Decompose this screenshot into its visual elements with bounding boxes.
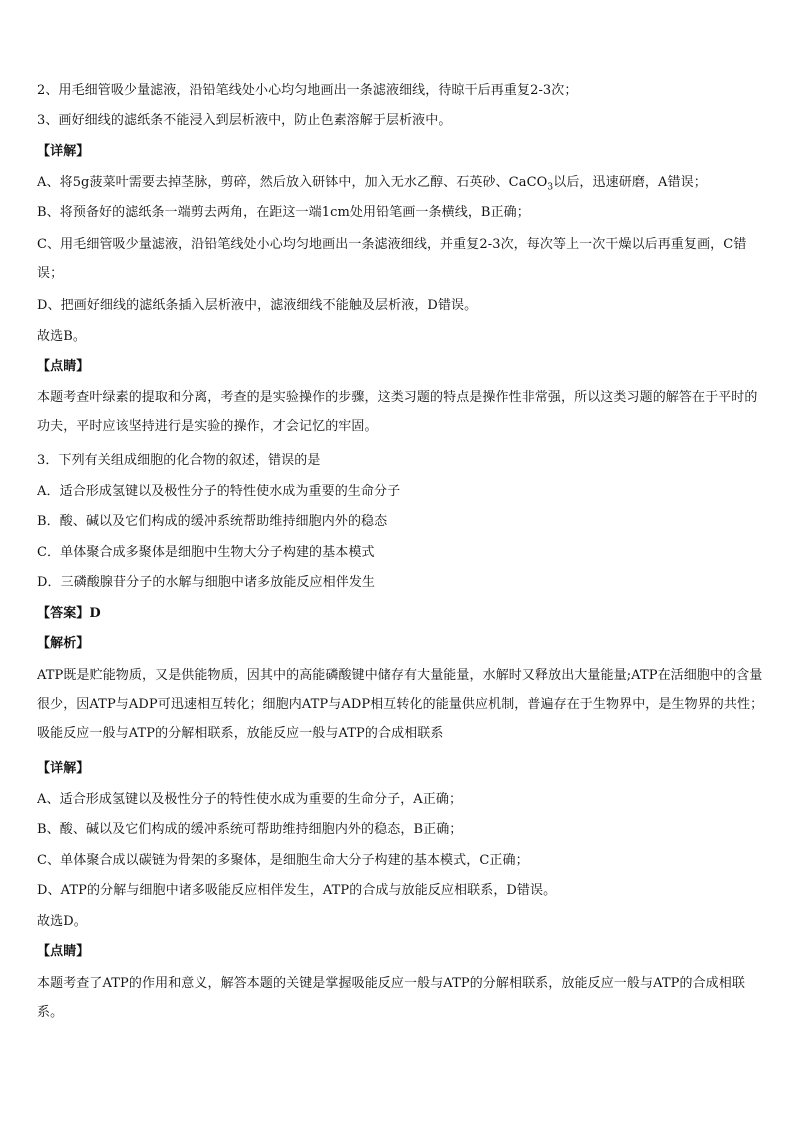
q2-note-3: 3、画好细线的滤纸条不能浸入到层析液中，防止色素溶解于层析液中。: [37, 113, 452, 128]
q2-detail-a-subscript: 3: [547, 182, 554, 193]
q2-detail-a-pre: A、将5g菠菜叶需要去掉茎脉，剪碎，然后放入研钵中，加入无水乙醇、石英砂、CaCO: [37, 175, 548, 190]
q2-comment-heading: 【点睛】: [37, 359, 90, 374]
q3-detail-heading: 【详解】: [37, 761, 90, 776]
q2-detail-heading: 【详解】: [37, 144, 90, 159]
q3-answer: 【答案】D: [37, 606, 101, 621]
q2-comment-text: 本题考查叶绿素的提取和分离，考查的是实验操作的步骤，这类习题的特点是操作性非常强，所以这类习题的解答在于平时的功夫，平时应该坚持进行是实验的操作，才会记忆的牢固。: [37, 390, 758, 434]
q2-choice: 故选B。: [37, 329, 86, 344]
q2-detail-c: C、用毛细管吸少量滤液，沿铅笔线处小心均匀地画出一条滤液细线，并重复2-3次，每次等上一次干燥以后再重复画，C错误；: [37, 237, 747, 281]
q3-choice: 故选D。: [37, 914, 87, 929]
q3-option-b: B．酸、碱以及它们构成的缓冲系统帮助维持细胞内外的稳态: [37, 514, 388, 529]
q3-stem: 3．下列有关组成细胞的化合物的叙述，错误的是: [37, 453, 321, 468]
q3-comment-text: 本题考查了ATP的作用和意义，解答本题的关键是掌握吸能反应一般与ATP的分解相联系，放能反应一般与ATP的合成相联系。: [37, 976, 745, 1020]
q2-detail-d: D、把画好细线的滤纸条插入层析液中，滤液细线不能触及层析液，D错误。: [37, 298, 478, 313]
q2-detail-a: [37, 174, 767, 192]
q3-analysis-heading: 【解析】: [37, 636, 90, 651]
q3-comment-heading: 【点睛】: [37, 944, 90, 959]
q2-note-2: 2、用毛细管吸少量滤液，沿铅笔线处小心均匀地画出一条滤液细线，待晾干后再重复2-3次；: [37, 83, 578, 98]
q3-detail-c: C、单体聚合成以碳链为骨架的多聚体，是细胞生命大分子构建的基本模式，C正确；: [37, 853, 529, 868]
q2-detail-a-post: 以后，迅速研磨，A错误；: [553, 175, 707, 190]
q3-option-a: A．适合形成氢键以及极性分子的特性使水成为重要的生命分子: [37, 484, 401, 499]
q3-option-c: C．单体聚合成多聚体是细胞中生物大分子构建的基本模式: [37, 545, 375, 560]
q3-analysis-text: ATP既是贮能物质，又是供能物质，因其中的高能磷酸键中储存有大量能量，水解时又释放出大量能量;ATP在活细胞中的含量很少，因ATP与ADP可迅速相互转化；细胞内ATP与ADP相互转化的能量供应机制，普遍存在于生物界中，是生物界的共性；吸能反应一般与ATP的分解相联系，放能反应一般与ATP的合成相联系: [37, 668, 764, 741]
q3-detail-d: D、ATP的分解与细胞中诸多吸能反应相伴发生，ATP的合成与放能反应相联系，D错误。: [37, 883, 557, 898]
q3-detail-b: B、酸、碱以及它们构成的缓冲系统可帮助维持细胞内外的稳态，B正确；: [37, 822, 463, 837]
q3-option-d: D．三磷酸腺苷分子的水解与细胞中诸多放能反应相伴发生: [37, 575, 376, 590]
q2-detail-b: B、将预备好的滤纸条一端剪去两角，在距这一端1cm处用铅笔画一条横线，B正确；: [37, 205, 530, 220]
q3-detail-a: A、适合形成氢键以及极性分子的特性使水成为重要的生命分子，A正确；: [37, 792, 463, 807]
